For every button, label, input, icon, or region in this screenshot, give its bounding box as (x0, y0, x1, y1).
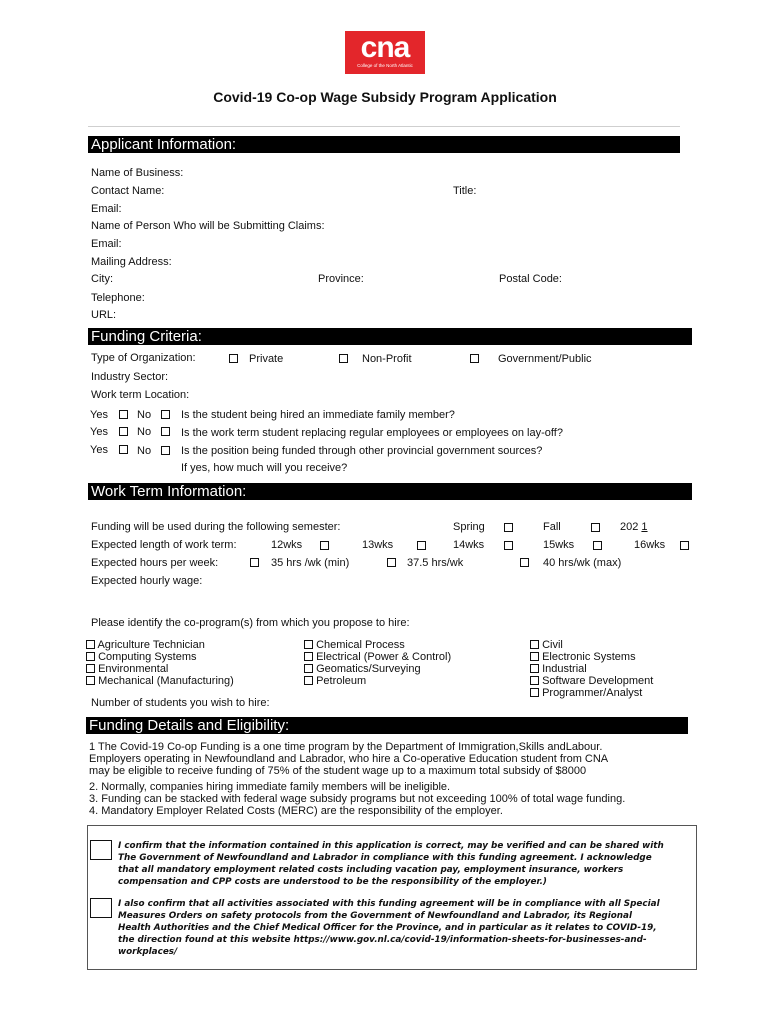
cna-logo (345, 31, 425, 74)
program-checkbox[interactable] (530, 652, 539, 661)
program-item[interactable]: Mechanical (Manufacturing) (86, 675, 234, 687)
yes-q2-checkbox[interactable] (119, 427, 128, 436)
program-checkbox[interactable] (86, 640, 95, 649)
document-title: Covid-19 Co-op Wage Subsidy Program Application (213, 89, 557, 105)
label-16wks: 16wks (634, 539, 666, 551)
label-semester: Funding will be used during the following semester: (91, 521, 341, 533)
label-yes-q3: Yes (90, 444, 108, 456)
label-url: URL: (91, 309, 117, 321)
fall-checkbox[interactable] (591, 523, 600, 532)
yes-q3-checkbox[interactable] (119, 445, 128, 454)
program-item[interactable]: Software Development (530, 675, 653, 687)
program-checkbox[interactable] (304, 652, 313, 661)
program-checkbox[interactable] (530, 664, 539, 673)
year-prefix: 202 (620, 521, 639, 533)
spring-checkbox[interactable] (504, 523, 513, 532)
no-q2-checkbox[interactable] (161, 427, 170, 436)
16wks-checkbox[interactable] (680, 541, 689, 550)
question-family-member: Is the student being hired an immediate family member? (181, 409, 455, 421)
label-contact-name: Contact Name: (91, 185, 165, 197)
label-mailing-address: Mailing Address: (91, 256, 172, 268)
yes-q1-checkbox[interactable] (119, 410, 128, 419)
eligibility-point-1-line-2: Employers operating in Newfoundland and Labrador, who hire a Co-operative Education student from CNA (89, 753, 609, 765)
eligibility-point-2: 2. Normally, companies hiring immediate family members will be ineligible. (89, 781, 451, 793)
label-year (620, 521, 648, 533)
title-divider (88, 126, 680, 127)
program-item[interactable]: Electronic Systems (530, 651, 653, 663)
program-item[interactable]: Programmer/Analyst (530, 687, 653, 699)
label-no-q1: No (137, 409, 152, 421)
label-email-2: Email: (91, 238, 122, 250)
label-nonprofit: Non-Profit (362, 353, 412, 365)
label-government: Government/Public (498, 353, 592, 365)
no-q3-checkbox[interactable] (161, 446, 170, 455)
confirm-safety-text: I also confirm that all activities associated with this funding agreement will be in compliance with all Special Measures Orders on safety protocols from the Government of Newfoundland and Labrador, its Regional Health Authorities and the Chief Medical Officer for the Province, and in particular as it relates to COVID-19, the direction found at this website https://www.gov.nl.ca/covid-19/information-sheets-for-businesses-and- workplaces/ (118, 899, 660, 957)
label-no-q3: No (137, 445, 152, 457)
program-checkbox[interactable] (304, 640, 313, 649)
program-item[interactable]: Chemical Process (304, 639, 451, 651)
label-postal-code: Postal Code: (499, 273, 562, 285)
label-35hrs: 35 hrs /wk (min) (271, 557, 350, 569)
label-40hrs: 40 hrs/wk (max) (543, 557, 622, 569)
program-item[interactable]: Petroleum (304, 675, 451, 687)
program-checkbox[interactable] (530, 688, 539, 697)
label-work-term-length: Expected length of work term: (91, 539, 237, 551)
question-provincial-funding: Is the position being funded through other provincial government sources? (181, 445, 543, 457)
private-checkbox[interactable] (229, 354, 238, 363)
15wks-checkbox[interactable] (593, 541, 602, 550)
eligibility-point-4: 4. Mandatory Employer Related Costs (MERC) are the responsibility of the employer. (89, 805, 503, 817)
section-work-term-information: Work Term Information: (88, 483, 692, 500)
logo-subtext: College of the North Atlantic (357, 63, 413, 68)
label-no-q2: No (137, 426, 152, 438)
program-checkbox[interactable] (304, 676, 313, 685)
no-q1-checkbox[interactable] (161, 410, 170, 419)
program-item[interactable]: Environmental (86, 663, 234, 675)
year-digit[interactable]: 1 (641, 521, 648, 533)
14wks-checkbox[interactable] (504, 541, 513, 550)
label-title: Title: (453, 185, 477, 197)
label-15wks: 15wks (543, 539, 575, 551)
program-checkbox[interactable] (86, 664, 95, 673)
label-claims-person: Name of Person Who will be Submitting Claims: (91, 220, 325, 232)
label-yes-q2: Yes (90, 426, 108, 438)
12wks-checkbox[interactable] (320, 541, 329, 550)
label-hours-per-week: Expected hours per week: (91, 557, 219, 569)
label-13wks: 13wks (362, 539, 394, 551)
label-business-name: Name of Business: (91, 167, 184, 179)
programs-column-3 (530, 639, 653, 699)
government-checkbox[interactable] (470, 354, 479, 363)
confirm-information-checkbox[interactable] (90, 840, 112, 860)
program-checkbox[interactable] (304, 664, 313, 673)
label-hourly-wage: Expected hourly wage: (91, 575, 203, 587)
section-funding-details: Funding Details and Eligibility: (86, 717, 688, 734)
375hrs-checkbox[interactable] (387, 558, 396, 567)
label-private: Private (249, 353, 284, 365)
label-spring: Spring (453, 521, 485, 533)
program-checkbox[interactable] (530, 640, 539, 649)
section-funding-criteria: Funding Criteria: (88, 328, 692, 345)
confirm-safety-checkbox[interactable] (90, 898, 112, 918)
label-city: City: (91, 273, 113, 285)
eligibility-point-3: 3. Funding can be stacked with federal wage subsidy programs but not exceeding 100% of total wage funding. (89, 793, 626, 805)
label-work-term-location: Work term Location: (91, 389, 190, 401)
label-fall: Fall (543, 521, 561, 533)
label-email: Email: (91, 203, 122, 215)
label-telephone: Telephone: (91, 292, 145, 304)
program-checkbox[interactable] (86, 652, 95, 661)
question-replacing-employees: Is the work term student replacing regular employees or employees on lay-off? (181, 427, 563, 439)
section-applicant-information: Applicant Information: (88, 136, 680, 153)
question-funding-amount: If yes, how much will you receive? (181, 462, 348, 474)
program-item[interactable]: Agriculture Technician (86, 639, 234, 651)
label-industry-sector: Industry Sector: (91, 371, 169, 383)
program-item[interactable]: Geomatics/Surveying (304, 663, 451, 675)
eligibility-point-1-line-1: 1 The Covid-19 Co-op Funding is a one time program by the Department of Immigration,Skills andLabour. (89, 741, 603, 753)
programs-column-1 (86, 639, 234, 687)
program-item[interactable]: Civil (530, 639, 653, 651)
label-14wks: 14wks (453, 539, 485, 551)
label-org-type: Type of Organization: (91, 352, 196, 364)
40hrs-checkbox[interactable] (520, 558, 529, 567)
label-yes-q1: Yes (90, 409, 108, 421)
label-number-of-students: Number of students you wish to hire: (91, 697, 270, 709)
label-375hrs: 37.5 hrs/wk (407, 557, 464, 569)
programs-column-2 (304, 639, 451, 687)
program-checkbox[interactable] (86, 676, 95, 685)
confirm-information-text: I confirm that the information contained in this application is correct, may be verified and can be shared with The Government of Newfoundland and Labrador in compliance with this funding agreement. I acknowledge that all mandatory employment related costs including vacation pay, employment insurance, workers compensation and CPP costs are understood to be the responsibility of the employer.) (118, 841, 664, 887)
eligibility-point-1-line-3: may be eligible to receive funding of 75% of the student wage up to a maximum total subsidy of $8000 (89, 765, 587, 777)
program-item[interactable]: Industrial (530, 663, 653, 675)
35hrs-checkbox[interactable] (250, 558, 259, 567)
label-12wks: 12wks (271, 539, 303, 551)
logo-text: cna (360, 31, 410, 64)
program-item[interactable]: Computing Systems (86, 651, 234, 663)
13wks-checkbox[interactable] (417, 541, 426, 550)
label-co-programs: Please identify the co-program(s) from which you propose to hire: (91, 617, 410, 629)
program-checkbox[interactable] (530, 676, 539, 685)
program-item[interactable]: Electrical (Power & Control) (304, 651, 451, 663)
nonprofit-checkbox[interactable] (339, 354, 348, 363)
label-province: Province: (318, 273, 364, 285)
